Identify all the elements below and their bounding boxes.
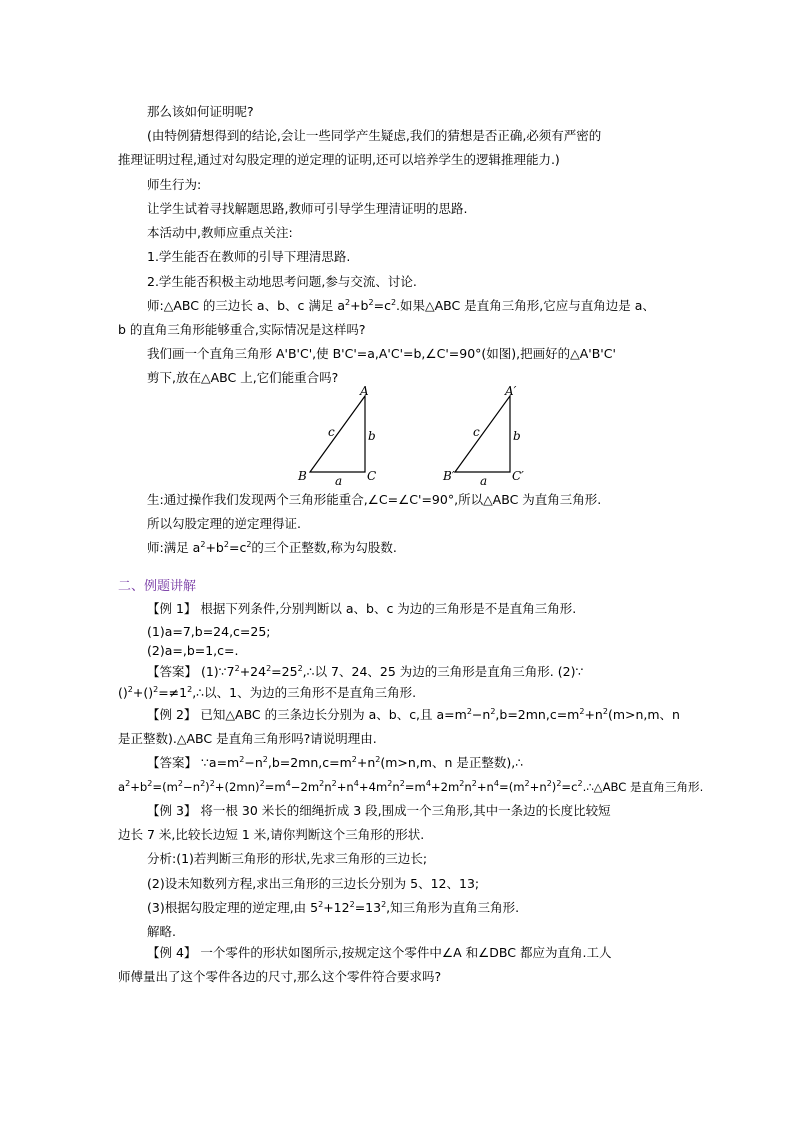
side-label-b: b xyxy=(368,429,376,443)
triangle-abc xyxy=(297,384,376,488)
superscript: 2 xyxy=(381,900,387,909)
text-line: (2)设未知数列方程,求出三角形的三边长分别为 5、12、13; xyxy=(147,876,480,891)
superscript: 2 xyxy=(259,779,265,788)
text-fragment: ) xyxy=(551,780,557,794)
text-fragment: +n xyxy=(336,780,354,794)
vertex-label-c-prime: C′ xyxy=(512,469,524,483)
text-line: 【例 4】 一个零件的形状如图所示,按规定这个零件中∠A 和∠DBC 都应为直角.工人 xyxy=(147,945,612,960)
text-line: (由特例猜想得到的结论,会让一些同学产生疑虑,我们的猜想是否正确,必须有严密的 xyxy=(147,128,602,143)
text-line: 【例 1】 根据下列条件,分别判断以 a、b、c 为边的三角形是不是直角三角形. xyxy=(147,601,577,616)
superscript: 2 xyxy=(187,685,193,694)
superscript: 2 xyxy=(459,779,465,788)
superscript: 2 xyxy=(209,779,215,788)
text-fragment: +n xyxy=(356,755,376,770)
text-line: 边长 7 米,比较长边短 1 米,请你判断这个三角形的形状. xyxy=(118,827,425,842)
text-fragment: −2m xyxy=(290,780,320,794)
text-fragment: +() xyxy=(132,685,154,700)
text-line: 本活动中,教师应重点关注: xyxy=(147,225,293,240)
superscript: 4 xyxy=(425,779,431,788)
text-line: 我们画一个直角三角形 A'B'C',使 B'C'=a,A'C'=b,∠C'=90°(如图),把画好的△A'B'C' xyxy=(147,346,616,361)
text-line: 剪下,放在△ABC 上,它们能重合吗? xyxy=(147,370,339,385)
text-line xyxy=(147,664,583,680)
superscript: 2 xyxy=(239,755,245,764)
side-label-c: c xyxy=(473,425,480,439)
text-fragment: =c xyxy=(373,298,391,313)
text-line: 分析:(1)若判断三角形的形状,先求三角形的三边长; xyxy=(147,851,428,866)
text-line xyxy=(147,900,519,916)
text-fragment: =c xyxy=(228,540,247,555)
text-fragment: (m>n,m、n xyxy=(607,707,680,722)
text-fragment: n xyxy=(464,780,472,794)
text-fragment: +24 xyxy=(239,664,267,679)
superscript: 2 xyxy=(200,779,206,788)
superscript: 2 xyxy=(546,779,552,788)
text-line: 师傅量出了这个零件各边的尺寸,那么这个零件符合要求吗? xyxy=(118,969,442,984)
superscript: 2 xyxy=(344,298,351,307)
text-line: 生:通过操作我们发现两个三角形能重合,∠C=∠C'=90°,所以△ABC 为直角三角形. xyxy=(147,492,602,507)
superscript: 2 xyxy=(177,779,183,788)
text-line: (1)a=7,b=24,c=25; xyxy=(147,624,271,639)
text-fragment: 【例 2】 已知△ABC 的三条边长分别为 a、b、c,且 a=m xyxy=(147,707,467,722)
superscript: 2 xyxy=(579,707,585,716)
vertex-label-a-prime: A′ xyxy=(505,384,517,398)
superscript: 2 xyxy=(577,779,583,788)
text-line: 2.学生能否积极主动地思考问题,参与交流、讨论. xyxy=(147,274,417,289)
vertex-label-b: B xyxy=(298,469,307,483)
text-fragment: 的三个正整数,称为勾股数. xyxy=(251,540,397,555)
side-label-b: b xyxy=(513,429,521,443)
text-line: 让学生试着寻找解题思路,教师可引导学生理清证明的思路. xyxy=(147,201,468,216)
superscript: 2 xyxy=(524,779,530,788)
text-fragment: .如果△ABC 是直角三角形,它应与直角边是 a、 xyxy=(396,298,655,313)
vertex-label-c: C xyxy=(367,469,377,483)
text-fragment: +n xyxy=(476,780,494,794)
superscript: 2 xyxy=(318,900,324,909)
superscript: 2 xyxy=(234,664,240,673)
text-line: 那么该如何证明呢? xyxy=(147,104,254,119)
text-fragment: 【答案】 ∵a=m xyxy=(147,755,240,770)
superscript: 2 xyxy=(387,779,393,788)
superscript: 2 xyxy=(471,779,477,788)
text-line xyxy=(147,755,523,771)
text-line xyxy=(147,298,655,314)
triangle-a-prime-b-prime-c-prime xyxy=(442,384,524,488)
superscript: 2 xyxy=(351,755,357,764)
text-line: (2)a=,b=1,c=. xyxy=(147,643,239,658)
superscript: 2 xyxy=(490,707,496,716)
superscript: 4 xyxy=(285,779,291,788)
side-label-a: a xyxy=(480,474,488,488)
text-line: 师生行为: xyxy=(147,177,202,192)
text-line: 【例 3】 将一根 30 米长的细绳折成 3 段,围成一个三角形,其中一条边的长度比较短 xyxy=(147,803,611,818)
text-fragment: +n xyxy=(584,707,603,722)
text-line: 推理证明过程,通过对勾股定理的逆定理的证明,还可以培养学生的逻辑推理能力.) xyxy=(118,152,560,167)
text-fragment: +12 xyxy=(323,900,350,915)
side-label-c: c xyxy=(328,425,335,439)
vertex-label-b-prime: B′ xyxy=(443,469,455,483)
text-fragment: (3)根据勾股定理的逆定理,由 5 xyxy=(147,900,319,915)
superscript: 2 xyxy=(602,707,608,716)
superscript: 2 xyxy=(262,755,268,764)
superscript: 2 xyxy=(375,755,381,764)
text-fragment: =13 xyxy=(354,900,382,915)
superscript: 2 xyxy=(200,540,206,549)
text-fragment: =≠1 xyxy=(158,685,188,700)
text-fragment: +2m xyxy=(430,780,460,794)
superscript: 2 xyxy=(556,779,562,788)
text-fragment: −n xyxy=(244,755,263,770)
text-line: 1.学生能否在教师的引导下理清思路. xyxy=(147,249,351,264)
text-fragment: −n xyxy=(471,707,491,722)
text-fragment: +b xyxy=(130,780,148,794)
superscript: 2 xyxy=(399,779,405,788)
text-fragment: n xyxy=(324,780,332,794)
text-fragment: =c xyxy=(561,780,578,794)
text-fragment: =(m xyxy=(152,780,178,794)
text-fragment: ,b=2mn,c=m xyxy=(495,707,580,722)
text-fragment: (m>n,m、n 是正整数),∴ xyxy=(380,755,524,770)
text-line: b 的直角三角形能够重合,实际情况是这样吗? xyxy=(118,322,366,337)
text-line: 所以勾股定理的逆定理得证. xyxy=(147,516,301,531)
text-line: 是正整数).△ABC 是直角三角形吗?请说明理由. xyxy=(118,731,377,746)
text-fragment: 师:满足 a xyxy=(147,540,201,555)
text-fragment: ) xyxy=(205,780,210,794)
text-fragment: ,∴以、1、为边的三角形不是直角三角形. xyxy=(192,685,417,700)
right-triangle-figure xyxy=(290,384,540,490)
superscript: 2 xyxy=(368,298,374,307)
text-line xyxy=(147,540,397,556)
text-fragment: =25 xyxy=(271,664,298,679)
text-fragment: n xyxy=(392,780,400,794)
text-line xyxy=(147,707,680,723)
superscript: 2 xyxy=(466,707,472,716)
text-fragment: a xyxy=(118,780,126,794)
section-heading: 二、例题讲解 xyxy=(118,579,197,594)
superscript: 2 xyxy=(246,540,252,549)
text-fragment: +b xyxy=(205,540,224,555)
superscript: 2 xyxy=(349,900,355,909)
text-fragment: −n xyxy=(183,780,201,794)
text-fragment: +4m xyxy=(358,780,388,794)
superscript: 4 xyxy=(493,779,499,788)
text-fragment: () xyxy=(118,685,128,700)
text-fragment: =m xyxy=(404,780,426,794)
vertex-label-a: A xyxy=(360,384,369,398)
text-fragment: =(m xyxy=(499,780,525,794)
superscript: 2 xyxy=(223,540,229,549)
superscript: 4 xyxy=(353,779,359,788)
text-fragment: +(2mn) xyxy=(214,780,260,794)
text-fragment: ,b=2mn,c=m xyxy=(267,755,352,770)
superscript: 2 xyxy=(147,779,153,788)
text-fragment: .∴△ABC 是直角三角形. xyxy=(582,780,704,794)
superscript: 2 xyxy=(390,298,397,307)
superscript: 2 xyxy=(266,664,272,673)
text-fragment: 师:△ABC 的三边长 a、b、c 满足 a xyxy=(147,298,345,313)
text-line xyxy=(118,779,703,795)
text-line xyxy=(118,685,416,701)
text-fragment: 【答案】 (1)∵7 xyxy=(147,664,235,679)
superscript: 2 xyxy=(319,779,325,788)
text-fragment: +b xyxy=(350,298,369,313)
text-fragment: ,知三角形为直角三角形. xyxy=(386,900,520,915)
superscript: 2 xyxy=(331,779,337,788)
side-label-a: a xyxy=(335,474,343,488)
text-fragment: =m xyxy=(264,780,286,794)
superscript: 2 xyxy=(127,685,133,694)
superscript: 2 xyxy=(153,685,159,694)
superscript: 2 xyxy=(125,779,131,788)
text-fragment: ,∴以 7、24、25 为边的三角形是直角三角形. (2)∵ xyxy=(302,664,584,679)
text-fragment: +n xyxy=(529,780,547,794)
text-line: 解略. xyxy=(147,924,176,939)
superscript: 2 xyxy=(297,664,303,673)
